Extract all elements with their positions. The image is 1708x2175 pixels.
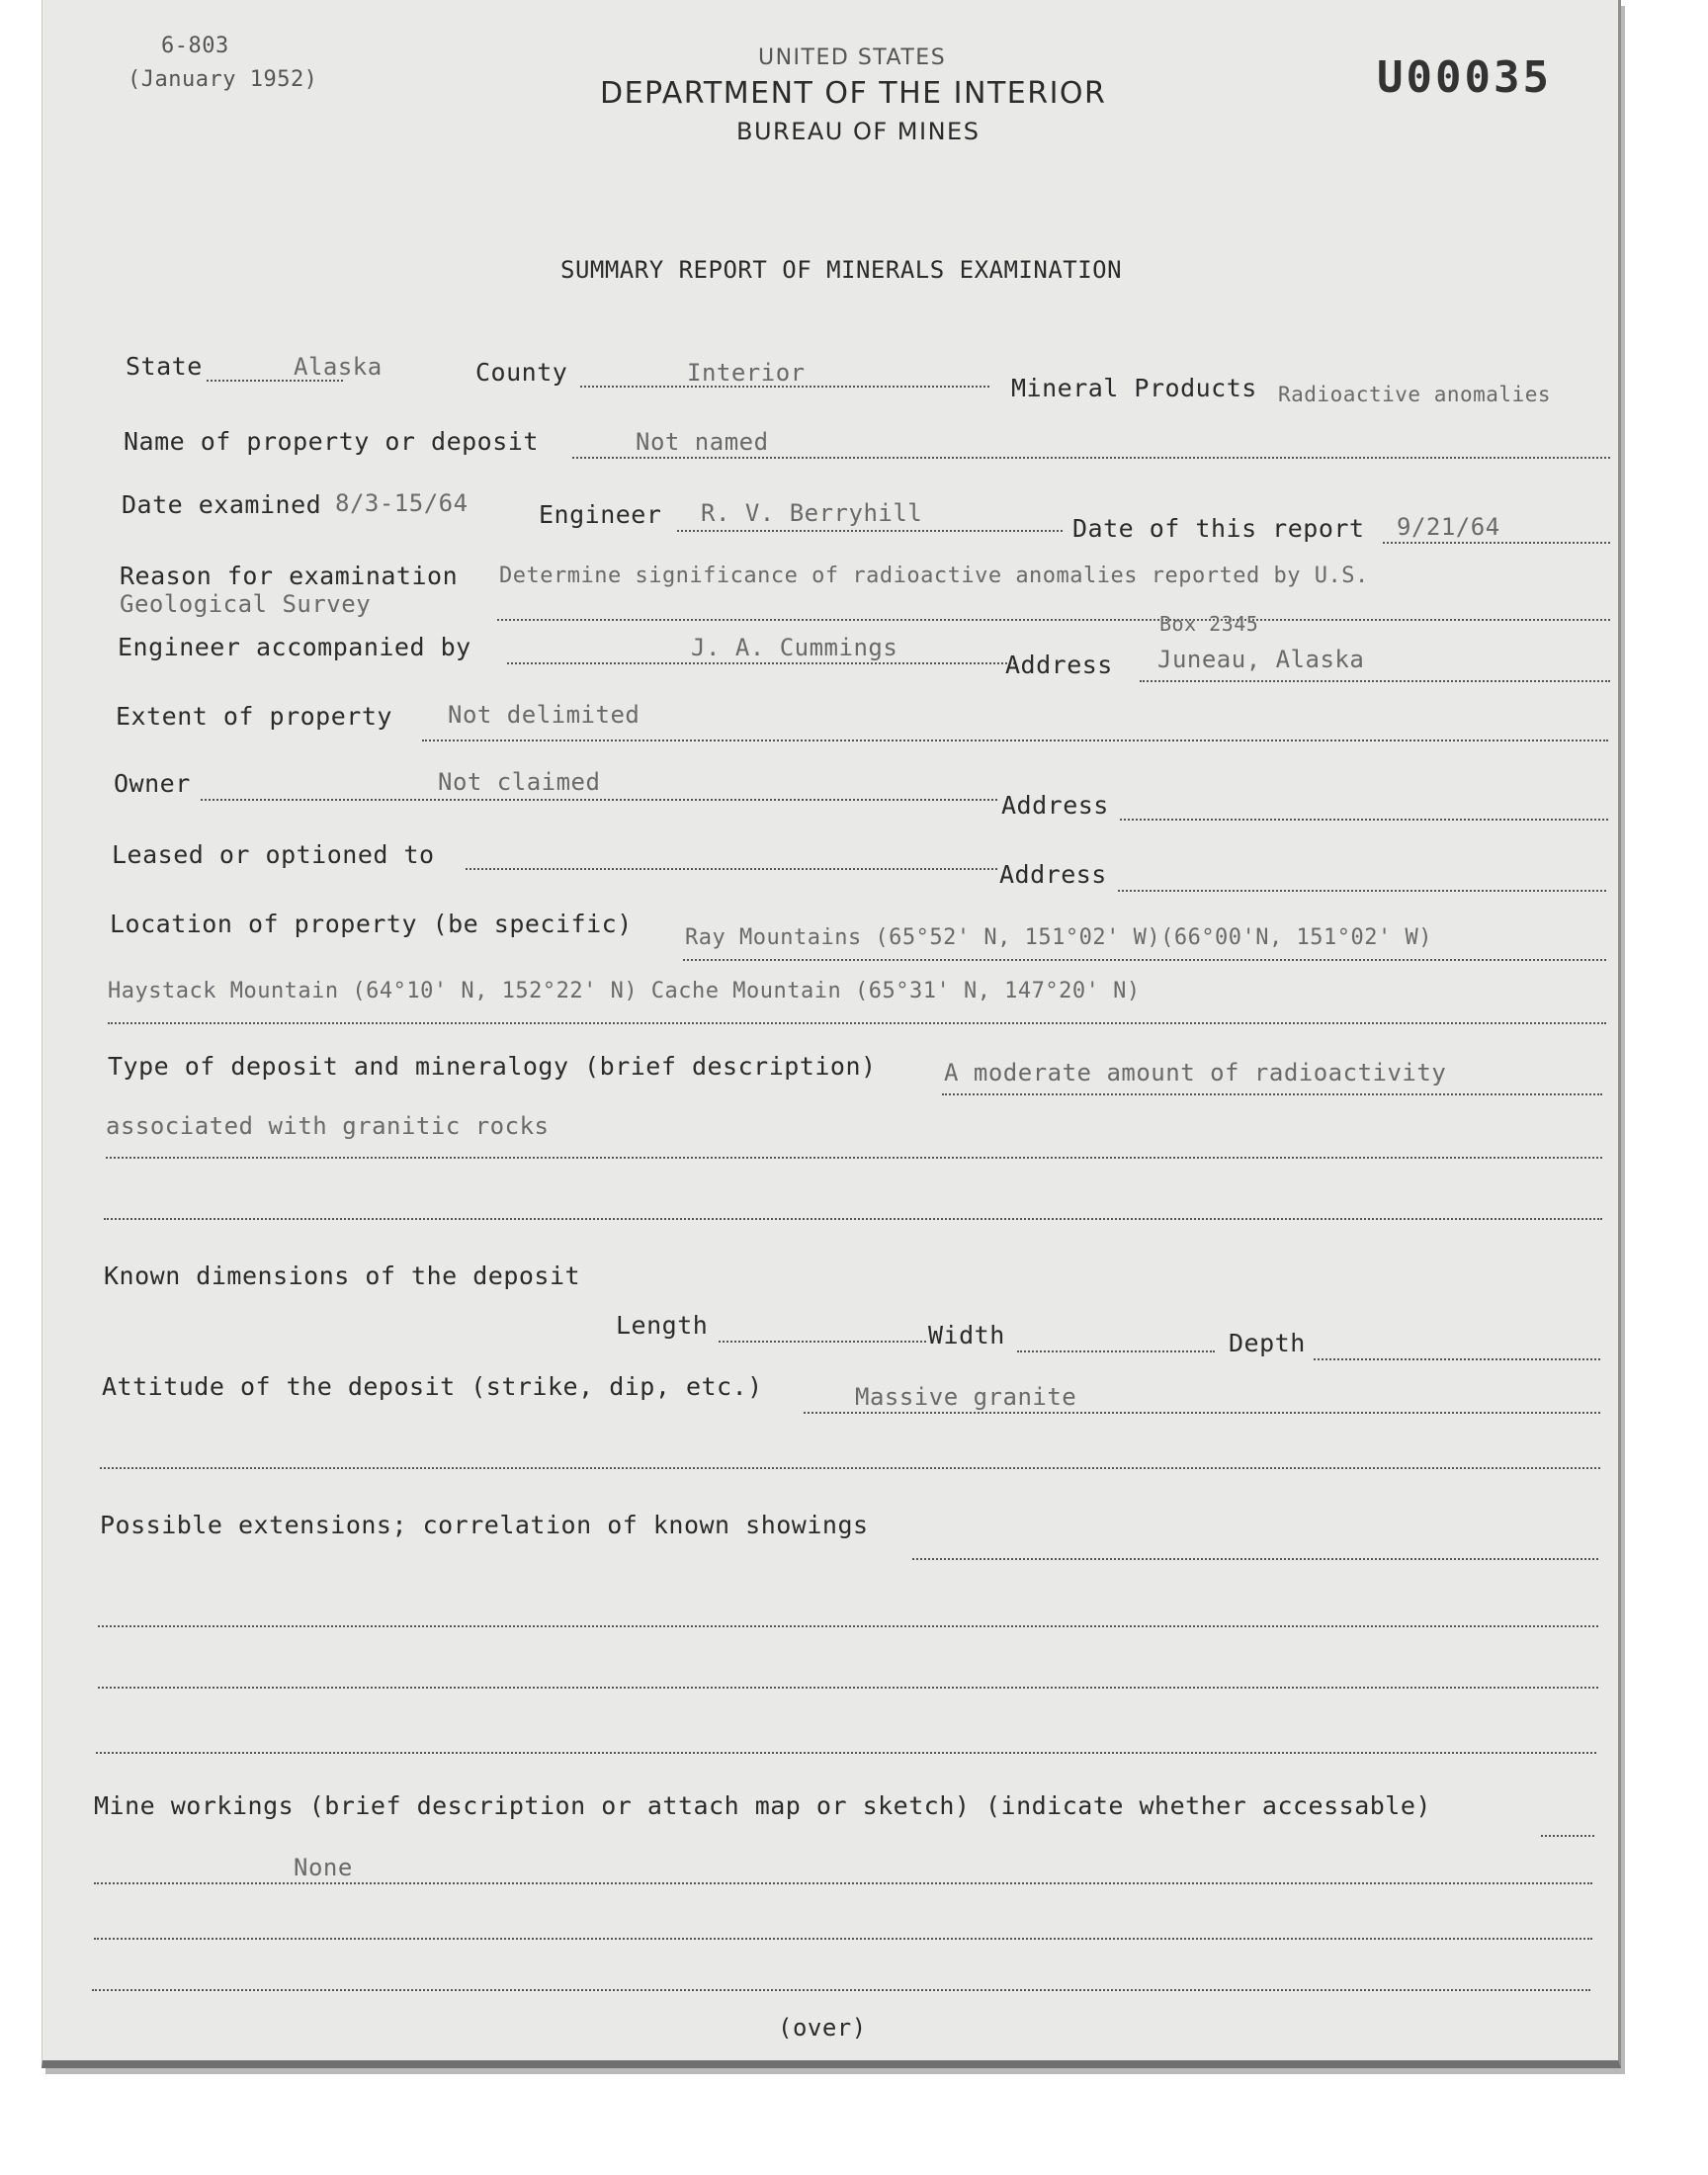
report-number: U00035 — [1377, 52, 1552, 103]
agency-line-2: DEPARTMENT OF THE INTERIOR — [600, 76, 1107, 111]
reason-label: Reason for examination — [120, 562, 459, 590]
depth-label: Depth — [1229, 1329, 1306, 1357]
accompanied-label: Engineer accompanied by — [118, 633, 471, 661]
extent-label: Extent of property — [116, 702, 392, 731]
page-footer-over: (over) — [778, 2014, 867, 2042]
state-label: State — [126, 352, 203, 381]
location-label: Location of property (be specific) — [110, 910, 633, 938]
extent-value: Not delimited — [448, 701, 640, 729]
form-sheet — [42, 0, 1621, 2068]
location-value-line-2: Haystack Mountain (64°10' N, 152°22' N) Cache Mountain (65°31' N, 147°20' N) — [108, 979, 1141, 1003]
accompanied-box: Box 2345 — [1159, 612, 1259, 636]
engineer-label: Engineer — [539, 500, 662, 529]
date-report-value: 9/21/64 — [1397, 513, 1500, 541]
deposit-value-line-1: A moderate amount of radioactivity — [944, 1059, 1447, 1087]
attitude-label: Attitude of the deposit (strike, dip, etc.) — [102, 1372, 763, 1401]
accompanied-value: J. A. Cummings — [691, 634, 898, 661]
form-number: 6-803 — [161, 34, 229, 58]
page-title: SUMMARY REPORT OF MINERALS EXAMINATION — [560, 256, 1123, 284]
accompanied-address-value: Juneau, Alaska — [1157, 646, 1365, 673]
engineer-value: R. V. Berryhill — [701, 499, 923, 527]
extensions-label: Possible extensions; correlation of known showings — [100, 1511, 869, 1539]
property-name-label: Name of property or deposit — [124, 427, 539, 456]
length-label: Length — [616, 1311, 709, 1340]
date-report-label: Date of this report — [1072, 514, 1365, 543]
date-examined-value: 8/3-15/64 — [335, 489, 469, 517]
state-value: Alaska — [294, 353, 383, 381]
accompanied-address-label: Address — [1005, 651, 1113, 679]
county-value: Interior — [687, 359, 806, 387]
date-examined-label: Date examined — [122, 490, 322, 519]
owner-label: Owner — [114, 769, 191, 798]
property-name-value: Not named — [636, 428, 769, 456]
attitude-value: Massive granite — [855, 1383, 1077, 1411]
owner-value: Not claimed — [438, 768, 601, 796]
mineral-products-label: Mineral Products — [1011, 374, 1257, 402]
deposit-value-line-2: associated with granitic rocks — [106, 1112, 550, 1140]
leased-address-label: Address — [999, 860, 1107, 889]
mineral-products-value: Radioactive anomalies — [1278, 383, 1552, 406]
reason-value-line-2: Geological Survey — [120, 590, 372, 618]
form-date: (January 1952) — [128, 67, 318, 92]
owner-address-label: Address — [1001, 791, 1109, 820]
county-label: County — [475, 358, 568, 387]
dimensions-label: Known dimensions of the deposit — [104, 1262, 581, 1290]
agency-line-3: BUREAU OF MINES — [736, 118, 981, 145]
deposit-type-label: Type of deposit and mineralogy (brief description) — [108, 1052, 877, 1081]
mine-workings-value: None — [294, 1854, 353, 1881]
reason-value-line-1: Determine significance of radioactive anomalies reported by U.S. — [499, 564, 1369, 588]
agency-line-1: UNITED STATES — [758, 45, 947, 70]
leased-label: Leased or optioned to — [112, 840, 435, 869]
mine-workings-label: Mine workings (brief description or attach map or sketch) (indicate whether accessable) — [94, 1791, 1431, 1820]
location-value-line-1: Ray Mountains (65°52' N, 151°02' W)(66°00'N, 151°02' W) — [685, 925, 1432, 950]
width-label: Width — [928, 1321, 1005, 1349]
